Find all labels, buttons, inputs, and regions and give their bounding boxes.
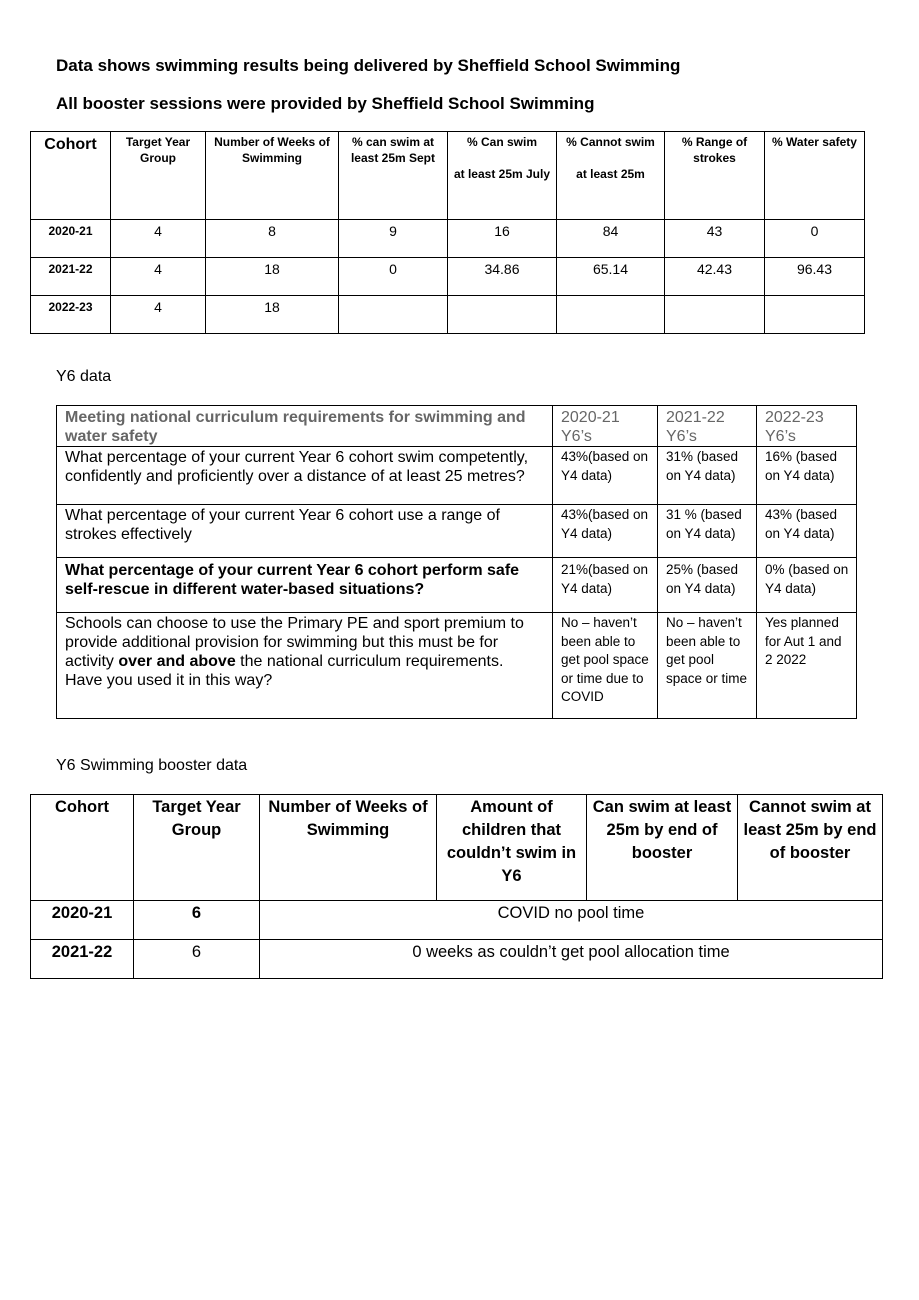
table-cell: 31 % (based on Y4 data) <box>658 505 757 558</box>
column-header-2020-21: 2020-21 Y6’s <box>553 406 658 447</box>
table-cell: 2022-23 <box>31 296 111 334</box>
table-cell: 9 <box>339 220 448 258</box>
column-header-2021-22: 2021-22 Y6’s <box>658 406 757 447</box>
table-row <box>57 505 857 558</box>
table-row <box>57 447 857 505</box>
table-cell <box>339 296 448 334</box>
column-header-children-couldnt-swim: Amount of children that couldn’t swim in Y6 <box>437 795 587 901</box>
table-cell: 84 <box>557 220 665 258</box>
column-header-can-swim-end: Can swim at least 25m by end of booster <box>587 795 738 901</box>
question-pe-premium <box>57 613 553 719</box>
column-header-can-swim-july: % Can swim at least 25m July <box>448 132 557 220</box>
table-cell: 18 <box>206 258 339 296</box>
table-cell: 8 <box>206 220 339 258</box>
column-header-swim-25m-sept: % can swim at least 25m Sept <box>339 132 448 220</box>
table-row <box>31 296 865 334</box>
table-cell: 31% (based on Y4 data) <box>658 447 757 505</box>
table-row <box>31 901 883 940</box>
column-header-cannot-swim-end: Cannot swim at least 25m by end of booster <box>738 795 883 901</box>
column-header-weeks-of-swimming: Number of Weeks of Swimming <box>206 132 339 220</box>
booster-table <box>30 794 883 979</box>
table-cell: Yes planned for Aut 1 and 2 2022 <box>757 613 857 719</box>
table-cell: 4 <box>111 258 206 296</box>
table-cell: 43 <box>665 220 765 258</box>
table-header-row <box>57 406 857 447</box>
column-header-cohort: Cohort <box>31 132 111 220</box>
table-cell <box>557 296 665 334</box>
booster-data-label: Y6 Swimming booster data <box>56 757 248 774</box>
table-header-row <box>31 795 883 901</box>
y6-data-label: Y6 data <box>56 368 112 385</box>
table-cell: 42.43 <box>665 258 765 296</box>
y6-curriculum-table <box>56 405 857 719</box>
table-cell: 0 <box>765 220 865 258</box>
table-cell: 2021-22 <box>31 940 134 979</box>
table-cell: 4 <box>111 220 206 258</box>
table-row <box>57 613 857 719</box>
table-header-row <box>31 132 865 220</box>
table-cell <box>448 296 557 334</box>
table-cell: No – haven’t been able to get pool space or time <box>658 613 757 719</box>
question-swim-25m: What percentage of your current Year 6 cohort swim competently, confidently and proficiently over a distance of at least 25 metres? <box>57 447 553 505</box>
table-cell: 0 <box>339 258 448 296</box>
table-cell: 0% (based on Y4 data) <box>757 558 857 613</box>
cohort-results-table <box>30 131 865 334</box>
question-range-of-strokes: What percentage of your current Year 6 cohort use a range of strokes effectively <box>57 505 553 558</box>
table-cell: 43%(based on Y4 data) <box>553 505 658 558</box>
table-row <box>57 558 857 613</box>
table-cell: 2020-21 <box>31 220 111 258</box>
table-cell-note: 0 weeks as couldn’t get pool allocation time <box>260 940 883 979</box>
table-cell: 6 <box>134 940 260 979</box>
column-header-requirements: Meeting national curriculum requirements for swimming and water safety <box>57 406 553 447</box>
question-text: the national curriculum requirements. Have you used it in this way? <box>65 653 504 689</box>
table-cell: 2021-22 <box>31 258 111 296</box>
table-row <box>31 258 865 296</box>
table-cell: 16% (based on Y4 data) <box>757 447 857 505</box>
table-cell <box>665 296 765 334</box>
table-row <box>31 220 865 258</box>
column-header-2022-23: 2022-23 Y6’s <box>757 406 857 447</box>
column-header-water-safety: % Water safety <box>765 132 865 220</box>
heading-booster-sessions: All booster sessions were provided by Sheffield School Swimming <box>56 94 595 113</box>
table-cell: 16 <box>448 220 557 258</box>
table-cell: 21%(based on Y4 data) <box>553 558 658 613</box>
column-header-range-of-strokes: % Range of strokes <box>665 132 765 220</box>
column-header-cannot-swim: % Cannot swim at least 25m <box>557 132 665 220</box>
table-cell-note: COVID no pool time <box>260 901 883 940</box>
table-row <box>31 940 883 979</box>
column-header-weeks-of-swimming: Number of Weeks of Swimming <box>260 795 437 901</box>
table-cell: 96.43 <box>765 258 865 296</box>
table-cell: 18 <box>206 296 339 334</box>
table-cell: 25% (based on Y4 data) <box>658 558 757 613</box>
table-cell: 6 <box>134 901 260 940</box>
table-cell: 43% (based on Y4 data) <box>757 505 857 558</box>
question-text: Schools can choose to use the Primary PE and sport premium to provide additional provision for swimming but this must be for activity <box>65 615 524 670</box>
table-cell <box>765 296 865 334</box>
table-cell: 2020-21 <box>31 901 134 940</box>
table-cell: 43%(based on Y4 data) <box>553 447 658 505</box>
question-emphasis: over and above <box>118 653 236 670</box>
question-self-rescue: What percentage of your current Year 6 cohort perform safe self-rescue in different water-based situations? <box>57 558 553 613</box>
column-header-target-year-group: Target Year Group <box>134 795 260 901</box>
table-cell: 4 <box>111 296 206 334</box>
table-cell: 34.86 <box>448 258 557 296</box>
column-header-target-year-group: Target Year Group <box>111 132 206 220</box>
heading-swimming-results: Data shows swimming results being delivered by Sheffield School Swimming <box>56 56 681 75</box>
table-cell: No – haven’t been able to get pool space or time due to COVID <box>553 613 658 719</box>
table-cell: 65.14 <box>557 258 665 296</box>
column-header-cohort: Cohort <box>31 795 134 901</box>
